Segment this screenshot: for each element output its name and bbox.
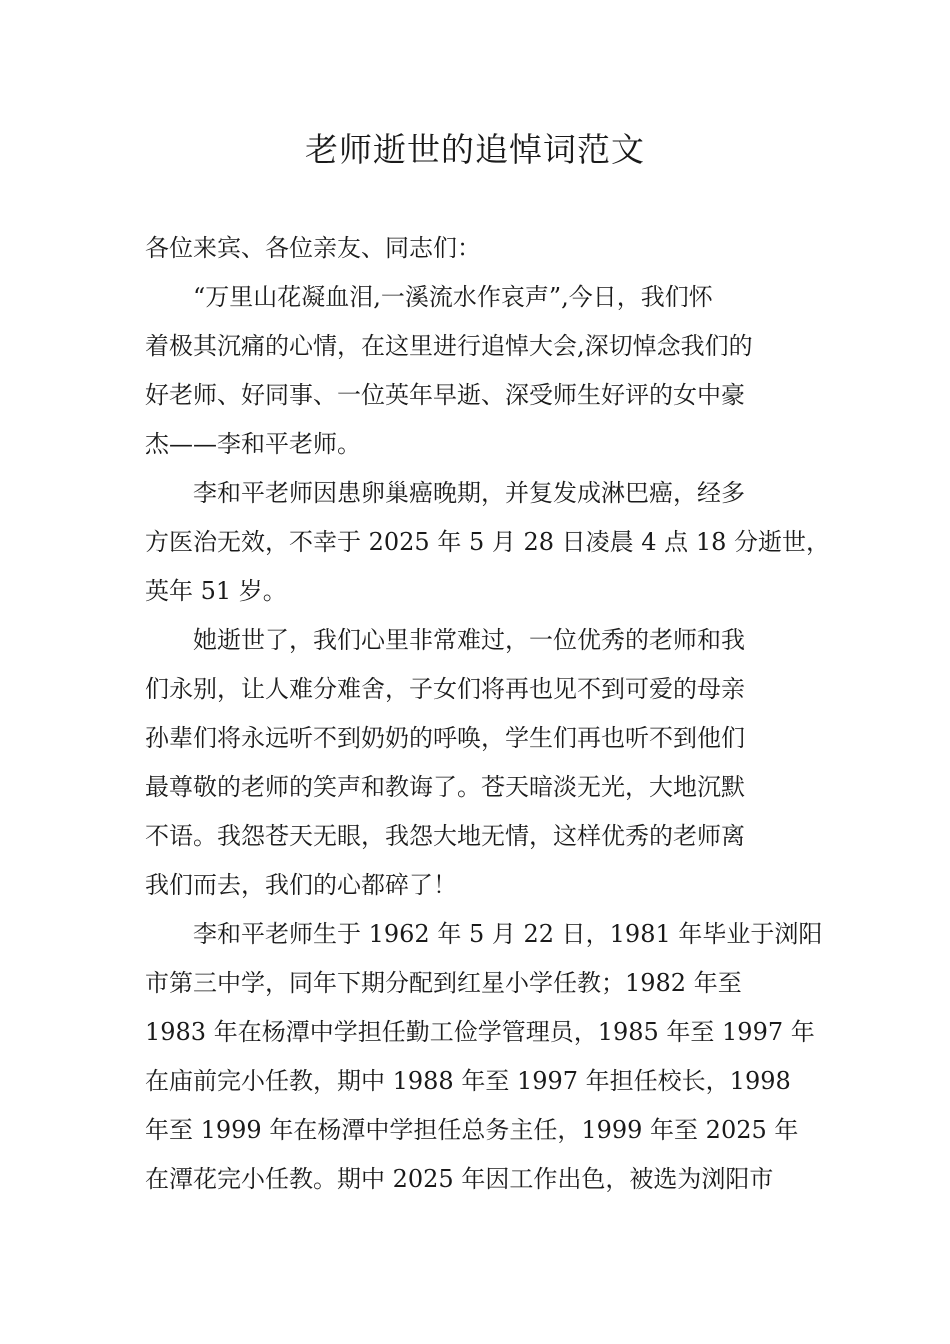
text-line: 杰——李和平老师。	[145, 430, 361, 458]
text-line: 李和平老师生于 1962 年 5 月 22 日，1981 年毕业于浏阳	[145, 920, 823, 948]
text-line: 李和平老师因患卵巢癌晚期，并复发成淋巴癌，经多	[145, 479, 745, 507]
document-body	[145, 224, 830, 1204]
text-line: 她逝世了，我们心里非常难过，一位优秀的老师和我	[145, 626, 745, 654]
text-line: 们永别，让人难分难舍，子女们将再也见不到可爱的母亲	[145, 675, 745, 703]
text-line: 着极其沉痛的心情，在这里进行追悼大会,深切悼念我们的	[145, 332, 753, 360]
text-line: 最尊敬的老师的笑声和教诲了。苍天暗淡无光，大地沉默	[145, 773, 745, 801]
text-line: 不语。我怨苍天无眼，我怨大地无情，这样优秀的老师离	[145, 822, 745, 850]
text-line: 1983 年在杨潭中学担任勤工俭学管理员，1985 年至 1997 年	[145, 1018, 815, 1046]
text-line: 英年 51 岁。	[145, 577, 287, 605]
text-line: 好老师、好同事、一位英年早逝、深受师生好评的女中豪	[145, 381, 745, 409]
text-line: 孙辈们将永远听不到奶奶的呼唤，学生们再也听不到他们	[145, 724, 745, 752]
text-line: 方医治无效，不幸于 2025 年 5 月 28 日凌晨 4 点 18 分逝世，	[145, 528, 830, 556]
text-line: “万里山花凝血泪,一溪流水作哀声”,今日，我们怀	[145, 283, 713, 311]
document-title: 老师逝世的追悼词范文	[305, 130, 645, 169]
text-line: 年至 1999 年在杨潭中学担任总务主任，1999 年至 2025 年	[145, 1116, 799, 1144]
text-line: 市第三中学，同年下期分配到红星小学任教；1982 年至	[145, 969, 742, 997]
text-line: 各位来宾、各位亲友、同志们：	[145, 234, 481, 262]
text-line: 在庙前完小任教，期中 1988 年至 1997 年担任校长，1998	[145, 1067, 791, 1095]
text-line: 我们而去，我们的心都碎了！	[145, 871, 457, 899]
text-line: 在潭花完小任教。期中 2025 年因工作出色，被选为浏阳市	[145, 1165, 774, 1193]
